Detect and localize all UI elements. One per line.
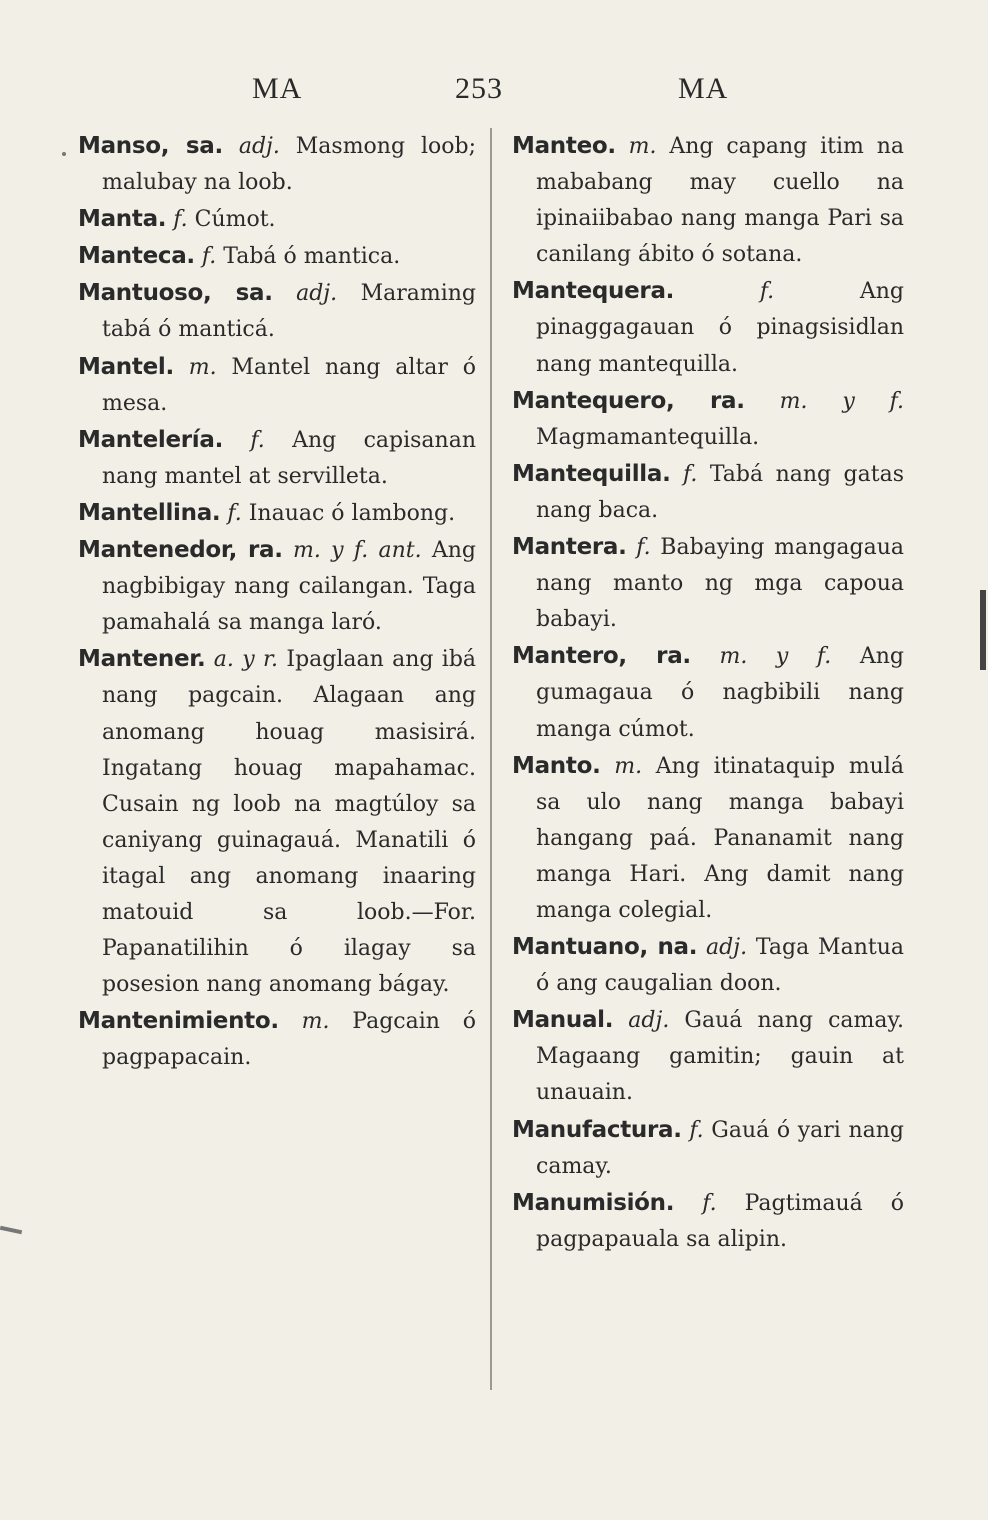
grammar-label: f. — [201, 244, 217, 270]
definition: Pagtimauá ó pagpapauala sa alipin. — [536, 1190, 904, 1252]
entry-manteleria — [78, 422, 476, 495]
entry-manto — [512, 748, 904, 929]
definition: Gauá nang camay. Magaang gamitin; gauin at unauain. — [536, 1008, 904, 1106]
entry-manumision — [512, 1185, 904, 1258]
headword: Mantel. — [78, 353, 174, 380]
page-header — [0, 72, 988, 112]
entry-mantenimiento — [78, 1003, 476, 1076]
entry-mantellina — [78, 495, 476, 532]
headword: Mantenimiento. — [78, 1008, 279, 1035]
grammar-label: m. y f. ant. — [293, 538, 422, 564]
headword: Mantera. — [512, 534, 627, 561]
entry-manual — [512, 1002, 904, 1111]
definition: Pagcain ó pagpapacain. — [102, 1009, 476, 1071]
entry-mantel — [78, 349, 476, 422]
definition: Magmamantequilla. — [536, 424, 760, 450]
headword: Manteca. — [78, 243, 195, 270]
margin-speck — [62, 152, 66, 156]
definition: Cúmot. — [194, 207, 276, 233]
definition: Gauá ó yari nang camay. — [536, 1117, 904, 1179]
headword: Mantequero, ra. — [512, 387, 745, 414]
grammar-label: f. — [250, 427, 265, 453]
definition: Ipaglaan ang ibá nang pagcain. Alagaan ang anomang houag masisirá. Ingatang houag mapahamac. Cusain ng loob na magtúloy sa caniyang guinagauá. Manatili ó itagal ang anomang inaaring matouid sa loob.—For. Papanatilihin ó ilagay sa posesion nang anomang bágay. — [102, 647, 477, 998]
entry-manta — [78, 201, 476, 238]
definition: Ang gumagaua ó nagbibili nang manga cúmot. — [536, 644, 904, 742]
grammar-label: m. — [614, 753, 643, 779]
right-guide-word: MA — [678, 72, 729, 105]
headword: Manufactura. — [512, 1116, 682, 1143]
entry-mantequera — [512, 273, 904, 382]
page-number: 253 — [455, 72, 503, 105]
entry-mantera — [512, 529, 904, 638]
definition: Tabá nang gatas nang baca. — [536, 461, 905, 523]
left-column — [78, 128, 476, 1076]
headword: Mantuano, na. — [512, 934, 698, 961]
headword: Manta. — [78, 206, 167, 233]
definition: Taga Mantua ó ang caugalian doon. — [536, 935, 904, 997]
entry-manufactura — [512, 1112, 904, 1185]
grammar-label: adj. — [628, 1008, 670, 1034]
entry-manteca — [78, 238, 476, 275]
definition: Tabá ó mantica. — [223, 244, 401, 270]
entry-mantero — [512, 638, 904, 747]
grammar-label: adj. — [238, 134, 280, 159]
margin-pointer-mark — [0, 1226, 22, 1234]
headword: Mantenedor, ra. — [78, 537, 283, 564]
entry-manso — [78, 128, 476, 201]
left-guide-word: MA — [252, 72, 303, 105]
definition: Ang nagbibigay nang cailangan. Taga pamahalá sa manga laró. — [102, 538, 476, 636]
grammar-label: m. — [301, 1009, 330, 1035]
headword: Manumisión. — [512, 1189, 675, 1216]
grammar-label: a. y r. — [213, 647, 279, 673]
edge-mark — [980, 590, 986, 670]
definition: Inauac ó lambong. — [248, 500, 456, 526]
entry-mantener — [78, 641, 476, 1003]
grammar-label: m. y f. — [719, 644, 832, 670]
column-divider — [490, 128, 492, 1390]
right-column — [512, 128, 904, 1258]
headword: Mantequilla. — [512, 460, 671, 487]
grammar-label: m. — [188, 354, 217, 380]
headword: Manteo. — [512, 133, 616, 159]
grammar-label: f. — [683, 461, 698, 487]
headword: Mantero, ra. — [512, 643, 691, 670]
headword: Mantequera. — [512, 278, 675, 305]
grammar-label: m. y f. — [779, 388, 904, 414]
definition: Ang capisanan nang mantel at servilleta. — [102, 427, 476, 489]
entry-mantequilla — [512, 456, 904, 529]
grammar-label: f. — [689, 1117, 704, 1143]
grammar-label: f. — [173, 207, 188, 233]
headword: Manual. — [512, 1007, 614, 1034]
definition: Ang itinataquip mulá sa ulo nang manga babayi hangang paá. Pananamit nang manga Hari. Ang damit nang manga colegial. — [536, 753, 905, 923]
entry-mantuano — [512, 929, 904, 1002]
grammar-label: f. — [759, 279, 775, 305]
grammar-label: adj. — [296, 281, 338, 307]
entry-mantenedor — [78, 532, 476, 641]
grammar-label: m. — [628, 134, 657, 159]
definition: Ang pinaggagauan ó pinagsisidlan nang mantequilla. — [536, 279, 904, 377]
entry-mantequero — [512, 383, 904, 456]
definition: Ang capang itim na mababang may cuello na ipinaiibabao nang manga Pari sa canilang ábito ó sotana. — [536, 134, 904, 268]
entry-manteo — [512, 128, 904, 273]
definition: Maraming tabá ó manticá. — [102, 281, 476, 343]
headword: Manto. — [512, 752, 601, 779]
definition: Masmong loob; malubay na loob. — [102, 134, 476, 196]
grammar-label: f. — [702, 1190, 717, 1216]
grammar-label: f. — [636, 535, 651, 561]
headword: Mantener. — [78, 646, 206, 673]
headword: Mantuoso, sa. — [78, 280, 273, 307]
entry-mantuoso — [78, 275, 476, 348]
grammar-label: adj. — [706, 935, 748, 961]
headword: Manso, sa. — [78, 133, 223, 159]
headword: Mantellina. — [78, 499, 221, 526]
definition: Babaying mangagaua nang manto ng mga capoua babayi. — [536, 535, 904, 633]
grammar-label: f. — [227, 500, 242, 526]
headword: Mantelería. — [78, 426, 224, 453]
definition: Mantel nang altar ó mesa. — [102, 354, 476, 416]
